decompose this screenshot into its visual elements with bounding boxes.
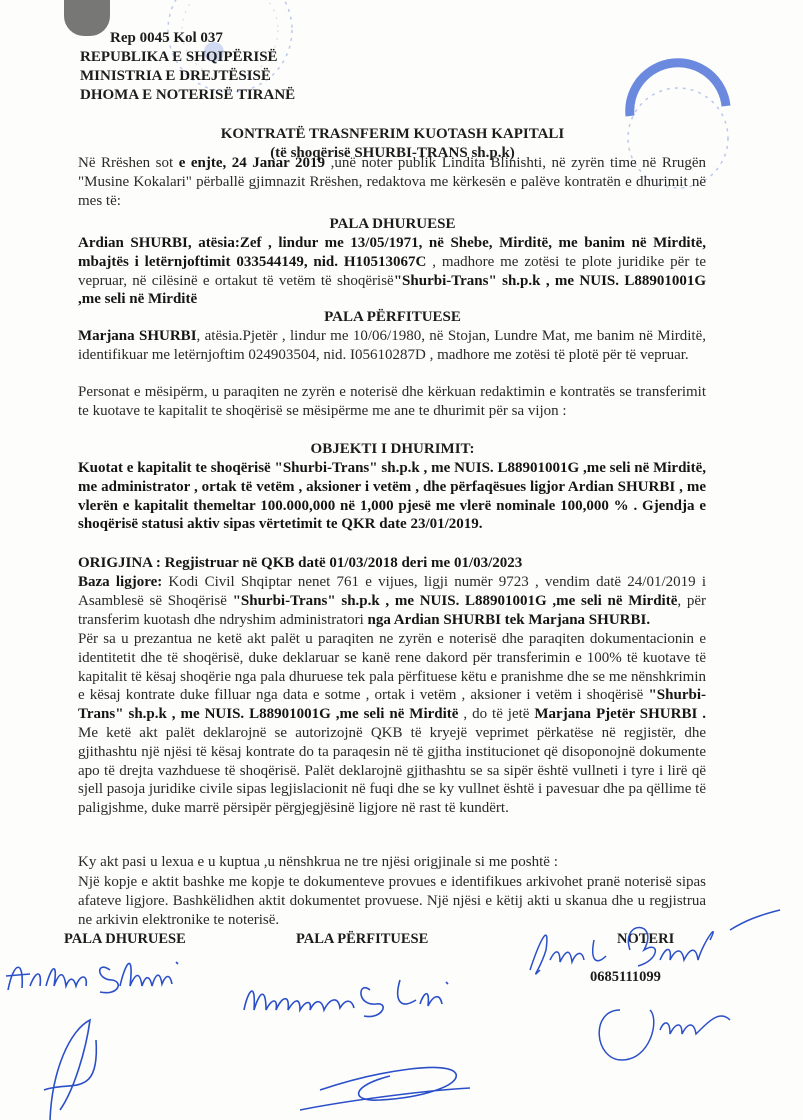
bold-text-segment: "Shurbi-Trans" sh.p.k , me NUIS. L88901001G ,me seli në Mirditë	[78, 687, 706, 723]
bold-text-segment: nga Ardian SHURBI tek Marjana SHURBI.	[367, 611, 651, 628]
object-paragraph	[78, 459, 706, 534]
header-ministry: MINISTRIA E DREJTËSISË	[80, 68, 271, 84]
text-segment: Për sa u prezantua ne ketë akt palët u paraqiten ne zyrën e noterisë dhe paraqiten dokumentacionin e identitetit dhe të shoqërisë, duke deklaruar se kanë rene dakord për transferimin e 100% të kuotave të kapitalit të kësaj shoqërie nga pala dhuruese tek pala përfituese këtu e pranishme dhe se me nënshkrimin e kësaj kontrate duke filluar nga data e sotme , ortak i vetëm , aksioner i vetëm i shoqërisë	[78, 631, 706, 704]
text-segment: , atësia.Pjetër , lindur me 10/06/1980, në Stojan, Lundre Mat, me banim në Mirditë, identifikuar me letërnjoftim 024903504, nid. I05610287D , madhore me zotësi të plotë për të vepruar.	[78, 328, 707, 363]
text-segment: , madhore me zotësi te plote juridike për te vepruar, në cilësinë e ortakut të vetëm të shoqërisë	[78, 253, 706, 289]
donor-signature	[0, 940, 260, 1120]
bold-text-segment: , atësia:Zef , lindur me 13/05/1971, në Shebe, Mirditë, me banim në Mirditë, mbajtës i letërnjoftimit 033544149, nid. H10513067C	[78, 235, 707, 270]
persons-paragraph	[78, 383, 706, 421]
legal-basis-paragraph	[78, 573, 706, 629]
signing-paragraph	[78, 853, 706, 872]
rep-number: Rep 0045 Kol 037	[110, 30, 223, 46]
bold-text-segment: "Shurbi-Trans" sh.p.k , me NUIS. L88901001G ,me seli në Mirditë	[78, 272, 707, 308]
bold-text-segment: Kuotat e kapitalit te shoqërisë "Shurbi-Trans" sh.p.k , me NUIS. L88901001G ,me seli në Mirditë, me administrator , ortak të vetëm , aksioner i vetëm , dhe përfaqësues ligjor Ardian SHURBI , me vlerën e kapitalit themeltar 100.000,000 në 1,000 pjesë me vlerë nominale 100,000 % . Gjendja e shoqërisë statusi aktiv sipas vërtetimit te QKR date 23/01/2019.	[78, 460, 706, 533]
signature-label-notary: NOTERI	[617, 931, 675, 947]
heading-objekti: OBJEKTI I DHURIMIT:	[310, 441, 475, 457]
text-segment: Me ketë akt palët deklarojnë se autorizojnë QKB të kryejë veprimet përkatëse në regjistër, dhe gjithashtu një njësi të kësaj kontrate do ta paraqesin në të gjitha institucionet që disoponojnë dokumente apo të drejta vazhduese të shoqërisë. Palët deklarojnë gjithashtu se sa sipër është vullneti i tyre i lirë që sjell pasoja juridike civile sipas legjislacionit në fuqi dhe se ky vullnet është i pavesuar dhe pa qëllime të paligjshme, duke marrë përsipër përgjegjësinë ligjore në rast të kundërt.	[78, 724, 706, 817]
text-segment: Një kopje e aktit bashke me kopje te dokumenteve provues e identifikues arkivohet pranë noterisë sipas afateve ligjore. Bashkëlidhen aktit dokumentet provuese. Një njësi e këtij akti u skanua dhe u regjistrua ne arkivin elektronike te noterisë.	[78, 874, 706, 928]
heading-pala-dhuruese: PALA DHURUESE	[329, 216, 456, 232]
bold-text-segment: e enjte, 24 Janar 2019	[178, 155, 326, 171]
text-segment: Ky akt pasi u lexua e u kuptua ,u nënshkrua ne tre njësi origjinale si me poshtë :	[78, 854, 558, 870]
heading-pala-perfituese: PALA PËRFITUESE	[324, 309, 461, 325]
beneficiary-signature	[230, 960, 550, 1120]
document-title: KONTRATË TRASNFERIM KUOTASH KAPITALI	[220, 126, 565, 142]
text-segment: , për transferim kuotash dhe ndryshim administratori	[78, 592, 706, 628]
bold-text-segment: Marjana Pjetër SHURBI .	[534, 706, 706, 723]
signature-label-beneficiary: PALA PËRFITUESE	[296, 931, 429, 947]
notary-signature	[510, 910, 800, 1110]
signature-label-donor: PALA DHURUESE	[64, 931, 186, 947]
bold-text-segment: Ardian SHURBI	[78, 235, 188, 251]
bold-text-segment: ORIGJINA : Regjistruar në QKB datë 01/03/2018 deri me 01/03/2023	[78, 555, 523, 571]
text-segment: Në Rrëshen sot	[78, 155, 179, 171]
bold-text-segment: Baza ligjore:	[78, 574, 163, 590]
agreement-paragraph	[78, 630, 706, 818]
beneficiary-paragraph	[78, 327, 706, 365]
donor-paragraph	[78, 234, 706, 309]
origin-paragraph	[78, 554, 706, 573]
text-segment: Personat e mësipërm, u paraqiten ne zyrën e noterisë dhe kërkuan redaktimin e kontratës se transferimit te kuotave te kapitalit te shoqërisë se mësipërme me ane te dhurimit për sa vijon :	[78, 384, 706, 419]
notary-phone: 0685111099	[590, 969, 661, 985]
intro-paragraph	[78, 154, 706, 210]
document-subtitle: (të shoqërisë SHURBI-TRANS sh.p.k)	[270, 145, 515, 161]
text-segment: , do të jetë	[458, 706, 535, 723]
notary-stamp-right	[622, 76, 732, 156]
coat-of-arms-emblem	[64, 0, 110, 36]
header-chamber: DHOMA E NOTERISË TIRANË	[80, 87, 296, 103]
text-segment: ,unë noter publik Lindita Blinishti, në zyrën time në Rrugën "Musine Kokalari" përballë gjimnazit Rrëshen, redaktova me kërkesën e palëve kontratën e dhurimit në mes të:	[78, 155, 706, 209]
header-republic: REPUBLIKA E SHQIPËRISË	[80, 49, 278, 65]
text-segment: Kodi Civil Shqiptar nenet 761 e vijues, ligji numër 9723 , vendim datë 24/01/2019 i Asamblesë së Shoqërisë	[78, 574, 706, 609]
bold-text-segment: "Shurbi-Trans" sh.p.k , me NUIS. L88901001G ,me seli në Mirditë	[232, 592, 678, 609]
bold-text-segment: Marjana SHURBI	[78, 328, 197, 344]
